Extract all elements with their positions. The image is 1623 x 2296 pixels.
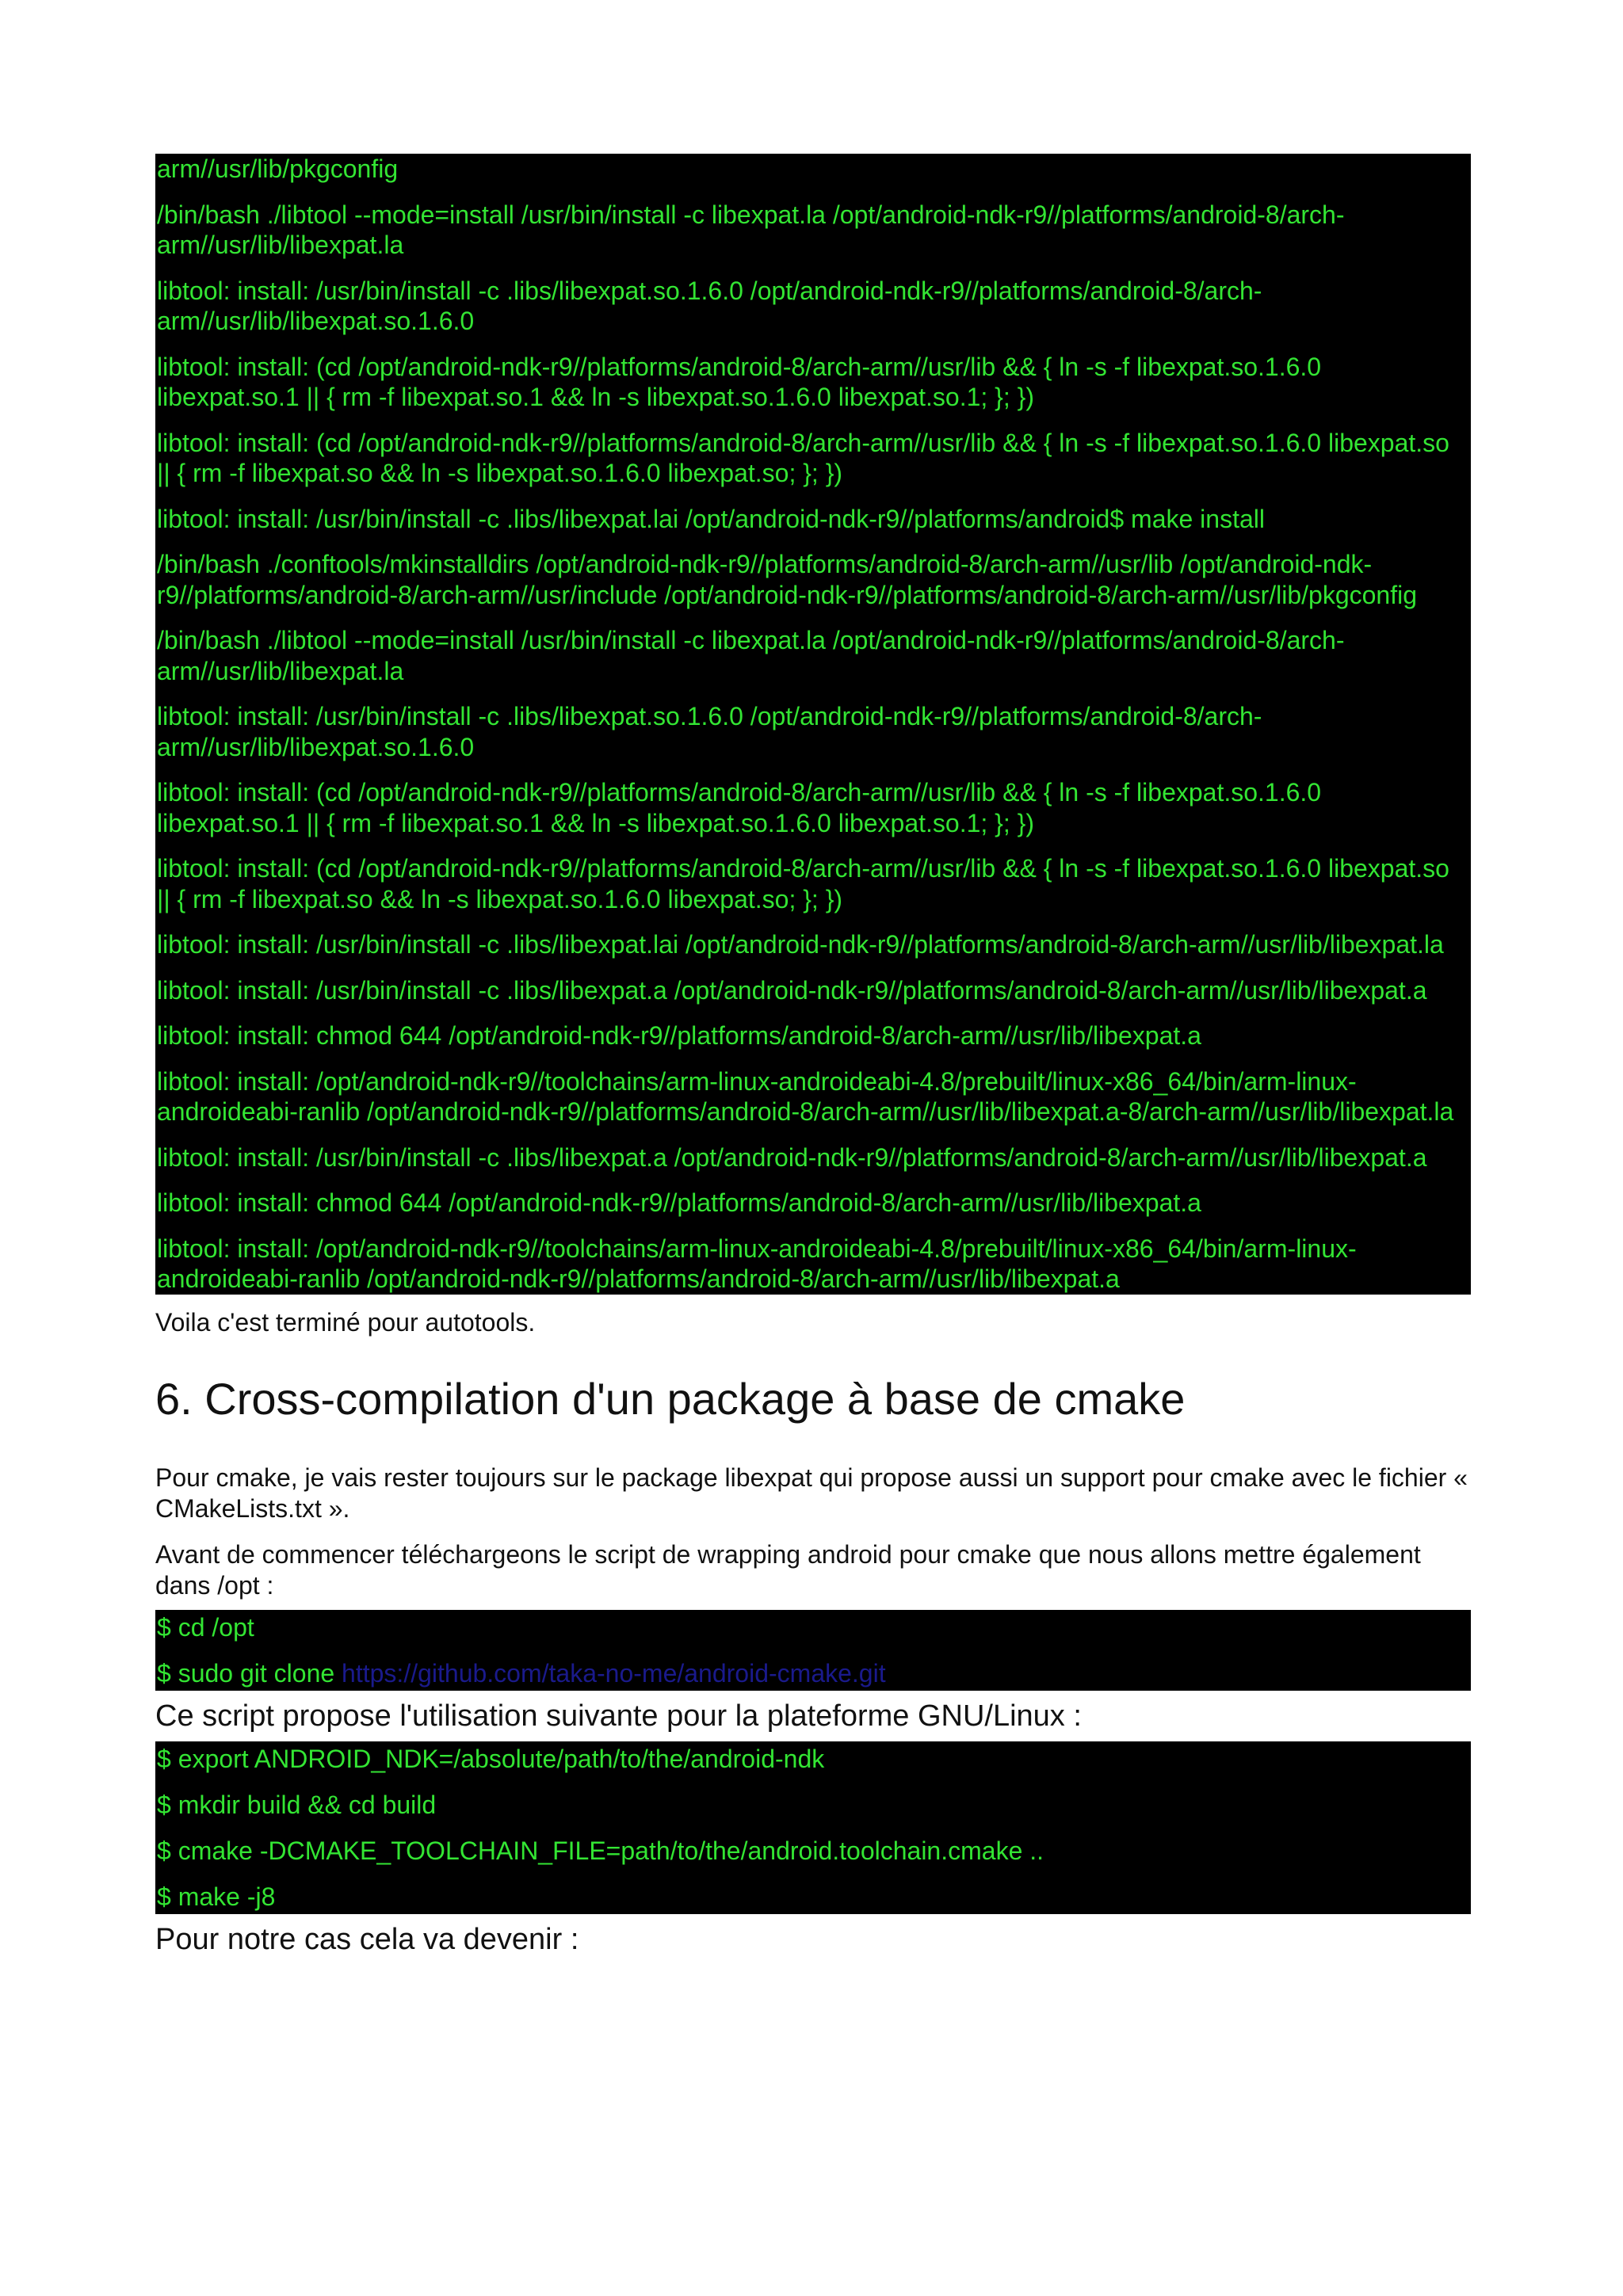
terminal-line: libtool: install: chmod 644 /opt/android-ndk-r9//platforms/android-8/arch-arm//usr/lib/libexpat.a [157,1188,1201,1217]
section-heading: 6. Cross-compilation d'un package à base de cmake [155,1374,1186,1424]
terminal-line: libtool: install: /usr/bin/install -c .libs/libexpat.lai /opt/android-ndk-r9//platforms/android-8/arch-arm//usr/lib/libexpat.la [157,930,1444,959]
terminal-line: libtool: install: /opt/android-ndk-r9//toolchains/arm-linux-androideabi-4.8/prebuilt/linux-x86_64/bin/arm-linux-androideabi-ranlib /opt/android-ndk-r9//platforms/android-8/arch-arm//usr/lib/libexpat.a-8/arch-arm//usr/lib/libexpat.la [157,1066,1454,1126]
terminal-line: libtool: install: /usr/bin/install -c .libs/libexpat.a /opt/android-ndk-r9//platforms/android-8/arch-arm//usr/lib/libexpat.a [157,975,1427,1005]
before-start-paragraph: Avant de commencer téléchargeons le script de wrapping android pour cmake que nous allons mettre également dans /opt : [155,1540,1421,1600]
terminal-line: $ export ANDROID_NDK=/absolute/path/to/the/android-ndk [157,1745,825,1773]
terminal-line: $ make -j8 [157,1882,276,1911]
terminal-line: libtool: install: (cd /opt/android-ndk-r9//platforms/android-8/arch-arm//usr/lib && { ln -s -f libexpat.so.1.6.0 libexpat.so.1 || { rm -f libexpat.so.1 && ln -s libexpat.so.1.6.0 libexpat.so.1; }; }) [157,778,1328,837]
cmake-intro-paragraph: Pour cmake, je vais rester toujours sur le package libexpat qui propose aussi un support pour cmake avec le fichier « CMakeLists.txt ». [155,1463,1468,1523]
terminal-line: $ cmake -DCMAKE_TOOLCHAIN_FILE=path/to/the/android.toolchain.cmake .. [157,1836,1044,1865]
terminal-line: libtool: install: /usr/bin/install -c .libs/libexpat.a /opt/android-ndk-r9//platforms/android-8/arch-arm//usr/lib/libexpat.a [157,1142,1427,1172]
terminal-line [157,1657,1469,1689]
terminal-line: $ cd /opt [157,1613,254,1642]
terminal-line: libtool: install: (cd /opt/android-ndk-r9//platforms/android-8/arch-arm//usr/lib && { ln -s -f libexpat.so.1.6.0 libexpat.so || { rm -f libexpat.so && ln -s libexpat.so.1.6.0 libexpat.so; }; }) [157,428,1457,487]
terminal-line: /bin/bash ./conftools/mkinstalldirs /opt/android-ndk-r9//platforms/android-8/arch-arm//usr/lib /opt/android-ndk-r9//platforms/android-8/arch-arm//usr/include /opt/android-ndk-r9//platforms/android-8/arch-arm//usr/lib/pkgconfig [157,550,1418,609]
terminal-line: libtool: install: (cd /opt/android-ndk-r9//platforms/android-8/arch-arm//usr/lib && { ln -s -f libexpat.so.1.6.0 libexpat.so.1 || { rm -f libexpat.so.1 && ln -s libexpat.so.1.6.0 libexpat.so.1; }; }) [157,352,1328,411]
terminal-output-block [155,154,1471,1295]
terminal-clone-block [155,1610,1471,1691]
usage-caption: Ce script propose l'utilisation suivante pour la plateforme GNU/Linux : [155,1699,1082,1733]
terminal-line: libtool: install: /opt/android-ndk-r9//toolchains/arm-linux-androideabi-4.8/prebuilt/linux-x86_64/bin/arm-linux-androideabi-ranlib /opt/android-ndk-r9//platforms/android-8/arch-arm//usr/lib/libexpat.a [157,1234,1357,1293]
terminal-usage-block [155,1741,1471,1914]
closing-caption: Pour notre cas cela va devenir : [155,1923,579,1956]
terminal-line: libtool: install: /usr/bin/install -c .libs/libexpat.lai /opt/android-ndk-r9//platforms/android$ make install [157,504,1265,533]
terminal-line: libtool: install: /usr/bin/install -c .libs/libexpat.so.1.6.0 /opt/android-ndk-r9//platforms/android-8/arch-arm//usr/lib/libexpat.so.1.6.0 [157,702,1262,761]
terminal-line: libtool: install: /usr/bin/install -c .libs/libexpat.so.1.6.0 /opt/android-ndk-r9//platforms/android-8/arch-arm//usr/lib/libexpat.so.1.6.0 [157,276,1262,335]
terminal-line: libtool: install: chmod 644 /opt/android-ndk-r9//platforms/android-8/arch-arm//usr/lib/libexpat.a [157,1021,1201,1050]
terminal-line: /bin/bash ./libtool --mode=install /usr/bin/install -c libexpat.la /opt/android-ndk-r9//platforms/android-8/arch-arm//usr/lib/libexpat.la [157,200,1345,259]
android-cmake-repo-link[interactable]: https://github.com/taka-no-me/android-cmake.git [342,1659,886,1688]
clone-command-text: $ sudo git clone [157,1659,342,1688]
terminal-line: libtool: install: (cd /opt/android-ndk-r9//platforms/android-8/arch-arm//usr/lib && { ln -s -f libexpat.so.1.6.0 libexpat.so || { rm -f libexpat.so && ln -s libexpat.so.1.6.0 libexpat.so; }; }) [157,854,1457,913]
document-page [155,154,1471,1965]
terminal-line: $ mkdir build && cd build [157,1791,437,1819]
autotools-done-text: Voila c'est terminé pour autotools. [155,1307,536,1337]
terminal-line: /bin/bash ./libtool --mode=install /usr/bin/install -c libexpat.la /opt/android-ndk-r9//platforms/android-8/arch-arm//usr/lib/libexpat.la [157,626,1345,685]
terminal-line: arm//usr/lib/pkgconfig [157,154,399,183]
